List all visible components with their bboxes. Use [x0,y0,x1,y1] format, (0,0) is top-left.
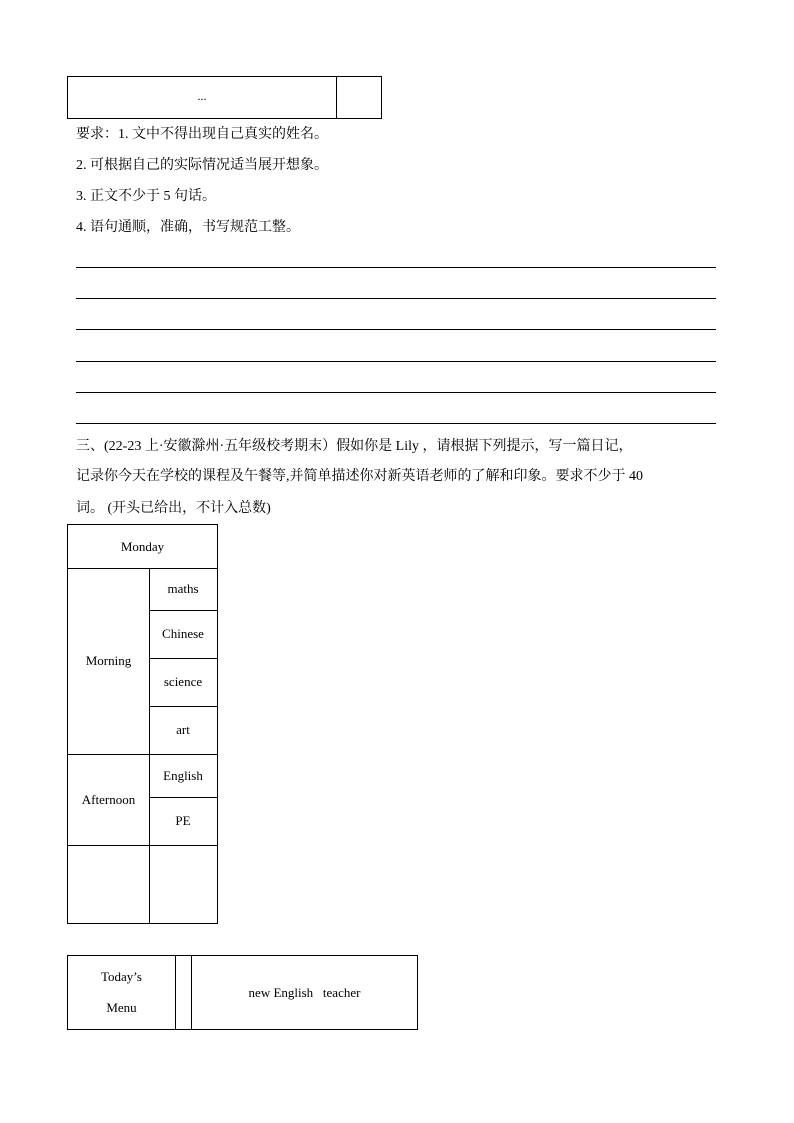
question3-line2: 记录你今天在学校的课程及午餐等,并简单描述你对新英语老师的了解和印象。要求不少于 40 [76,469,643,484]
menu-line1: Today’s [101,969,142,984]
requirement-1: 要求：1. 文中不得出现自己真实的姓名。 [76,127,328,142]
writing-line[interactable] [76,423,716,424]
empty-cell[interactable] [68,845,149,923]
subject-cell: maths [167,581,199,596]
subject-cell: English [163,767,203,783]
day-header: Monday [120,538,165,554]
top-answer-box [67,76,382,119]
subject-cell: PE [175,813,191,828]
schedule-table [67,524,218,924]
requirement-4: 4. 语句通顺，准确，书写规范工整。 [76,220,300,235]
requirement-2: 2. 可根据自己的实际情况适当展开想象。 [76,158,328,173]
empty-menu-cell[interactable] [176,956,191,1029]
writing-line[interactable] [76,329,716,330]
afternoon-label: Afternoon [81,791,136,807]
writing-line[interactable] [76,267,716,268]
question3-line1: 三、(22-23 上·安徽滁州·五年级校考期末）假如你是 Lily ，请根据下列提示，写一篇日记， [76,439,633,454]
question3-line3: 词。 (开头已给出，不计入总数) [76,501,271,516]
menu-line2: Menu [106,1000,137,1015]
teacher-cell: new English teacher [248,984,361,1000]
top-box-divider [336,77,337,118]
empty-cell[interactable] [149,845,217,923]
menu-teacher-table [67,955,418,1030]
top-box-text: ... [197,89,207,103]
subject-cell: art [176,722,190,737]
writing-line[interactable] [76,392,716,393]
requirement-3: 3. 正文不少于 5 句话。 [76,189,216,204]
subject-cell: science [163,674,203,689]
writing-line[interactable] [76,361,716,362]
morning-label: Morning [85,653,132,668]
writing-line[interactable] [76,298,716,299]
menu-cell [68,956,175,1029]
subject-cell: Chinese [162,626,204,641]
